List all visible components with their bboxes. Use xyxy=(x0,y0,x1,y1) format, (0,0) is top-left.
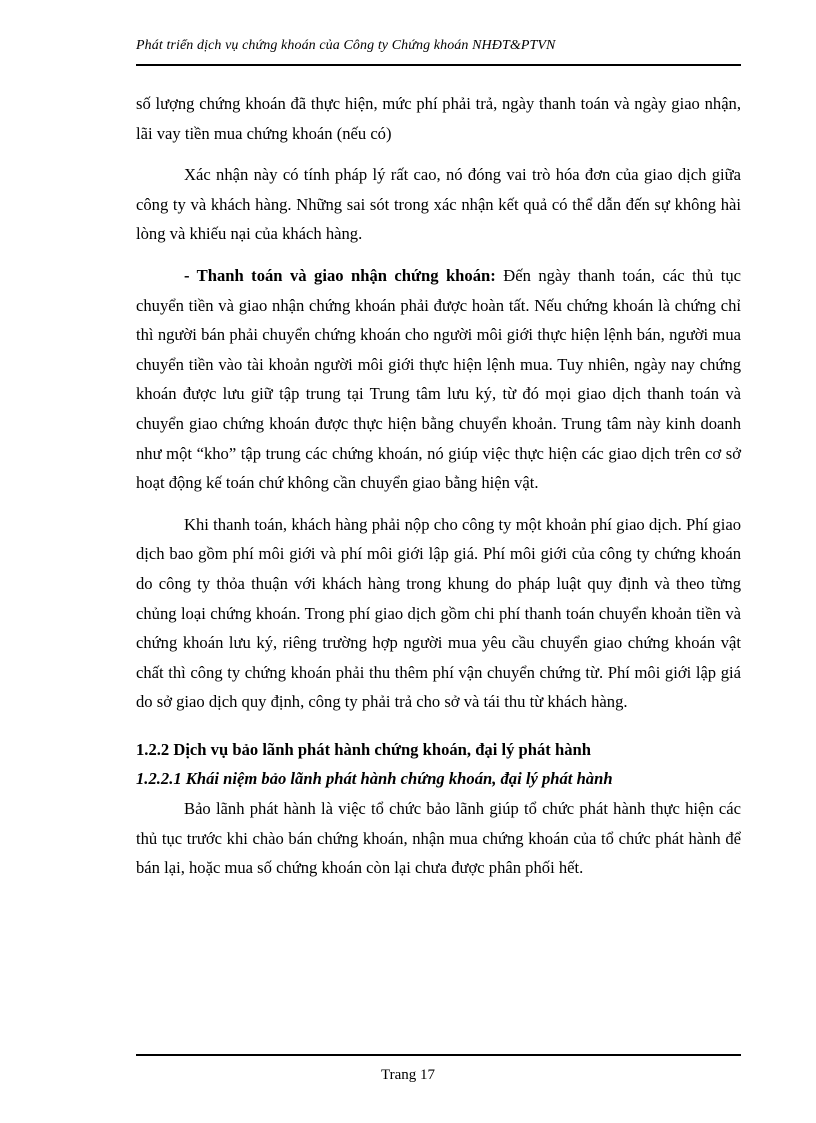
paragraph-underwriting: Bảo lãnh phát hành là việc tổ chức bảo lãnh giúp tổ chức phát hành thực hiện các thủ tục trước khi chào bán chứng khoán, nhận mua chứng khoán của tổ chức phát hành để bán lại, hoặc mua số chứng khoán còn lại chưa được phân phối hết. xyxy=(136,799,741,878)
page-number: Trang 17 xyxy=(380,1067,436,1083)
section-heading: 1.2.2 Dịch vụ bảo lãnh phát hành chứng khoán, đại lý phát hành xyxy=(136,739,591,759)
header-rule xyxy=(136,64,741,66)
paragraph-confirmation: Xác nhận này có tính pháp lý rất cao, nó đóng vai trò hóa đơn của giao dịch giữa công ty và khách hàng. Những sai sót trong xác nhận kết quả có thể dẫn đến sự không hài lòng và khiếu nại của khách hàng. xyxy=(136,165,741,244)
paragraph-settlement xyxy=(136,261,741,498)
paragraph-fees: Khi thanh toán, khách hàng phải nộp cho công ty một khoản phí giao dịch. Phí giao dịch bao gồm phí môi giới và phí môi giới lập giá. Phí môi giới của công ty chứng khoán do công ty thỏa thuận với khách hàng trong khung do pháp luật quy định và theo từng chủng loại chứng khoán. Trong phí giao dịch gồm chi phí thanh toán chuyển khoản tiền và chứng khoán lưu ký, riêng trường hợp người mua yêu cầu chuyển giao chứng khoán vật chất thì công ty chứng khoán phải thu thêm phí vận chuyển chứng từ. Phí môi giới lập giá do sở giao dịch quy định, công ty phải trả cho sở và tái thu từ khách hàng. xyxy=(136,514,741,712)
page-body xyxy=(136,89,741,883)
subsection-heading: 1.2.2.1 Khái niệm bảo lãnh phát hành chứng khoán, đại lý phát hành xyxy=(136,769,613,789)
paragraph-continued: số lượng chứng khoán đã thực hiện, mức phí phải trả, ngày thanh toán và ngày giao nhận, lãi vay tiền mua chứng khoán (nếu có) xyxy=(136,94,741,143)
footer-rule xyxy=(136,1054,741,1056)
settlement-lead-in: - Thanh toán và giao nhận chứng khoán: xyxy=(184,265,496,285)
running-header: Phát triển dịch vụ chứng khoán của Công ty Chứng khoán NHĐT&PTVN xyxy=(136,38,556,53)
settlement-text: Đến ngày thanh toán, các thủ tục chuyển tiền và giao nhận chứng khoán phải được hoàn tất. Nếu chứng khoán là chứng chỉ thì người bán phải chuyển chứng khoán cho người môi giới thực hiện lệnh bán, người mua chuyển tiền vào tài khoản người môi giới thực hiện lệnh mua. Tuy nhiên, ngày nay chứng khoán được lưu giữ tập trung tại Trung tâm lưu ký, từ đó mọi giao dịch thanh toán và chuyển giao chứng khoán được thực hiện bằng chuyển khoản. Trung tâm này kinh doanh như một “kho” tập trung các chứng khoán, nó giúp việc thực hiện các giao dịch trên cơ sở hoạt động kế toán chứ không cần chuyển giao bằng hiện vật. xyxy=(136,265,741,493)
